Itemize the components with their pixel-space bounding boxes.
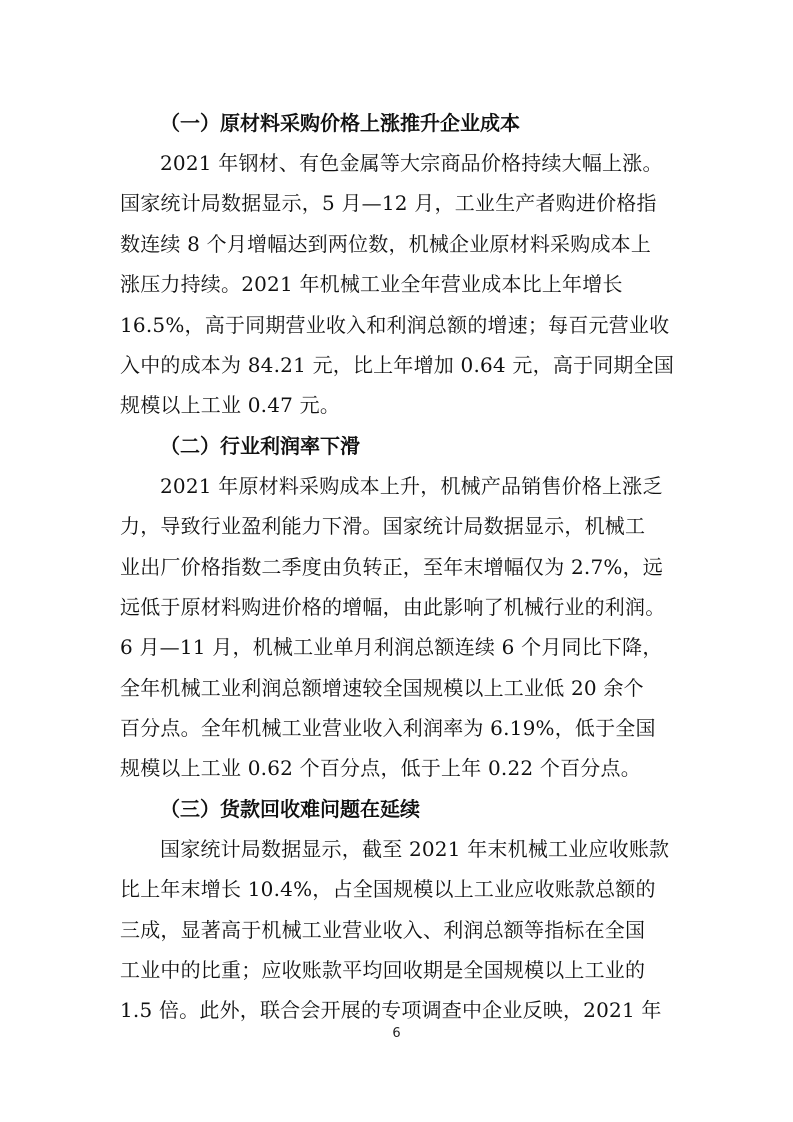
section-profit-margin bbox=[120, 426, 685, 789]
paragraph-line: 规模以上工业 0.62 个百分点，低于上年 0.22 个百分点。 bbox=[120, 756, 641, 781]
paragraph-line: 力，导致行业盈利能力下滑。国家统计局数据显示，机械工 bbox=[120, 514, 646, 539]
section-heading: （一）原材料采购价格上涨推升企业成本 bbox=[160, 111, 520, 135]
paragraph-line: 规模以上工业 0.47 元。 bbox=[120, 393, 341, 418]
paragraph-line: 国家统计局数据显示，截至 2021 年末机械工业应收账款 bbox=[160, 836, 670, 861]
paragraph-line: 2021 年钢材、有色金属等大宗商品价格持续大幅上涨。 bbox=[160, 151, 663, 175]
section-heading: （二）行业利润率下滑 bbox=[160, 433, 360, 458]
paragraph-line: 比上年末增长 10.4%，占全国规模以上工业应收账款总额的 bbox=[120, 877, 656, 902]
paragraph-line: 2021 年原材料采购成本上升，机械产品销售价格上涨乏 bbox=[160, 473, 663, 498]
section-receivables bbox=[120, 789, 685, 1031]
paragraph-line: 16.5%，高于同期营业收入和利润总额的增速；每百元营业收 bbox=[120, 312, 670, 337]
paragraph-line: 全年机械工业利润总额增速较全国规模以上工业低 20 余个 bbox=[120, 675, 644, 700]
paragraph-line: 入中的成本为 84.21 元，比上年增加 0.64 元，高于同期全国 bbox=[120, 352, 675, 377]
paragraph-line: 国家统计局数据显示，5 月—12 月，工业生产者购进价格指 bbox=[120, 191, 657, 216]
paragraph-line: 远低于原材料购进价格的增幅，由此影响了机械行业的利润。 bbox=[120, 594, 666, 619]
paragraph-line: 业出厂价格指数二季度由负转正，至年末增幅仅为 2.7%，远 bbox=[120, 554, 663, 579]
document-body bbox=[120, 103, 685, 1031]
paragraph-line: 数连续 8 个月增幅达到两位数，机械企业原材料采购成本上 bbox=[120, 231, 652, 256]
section-raw-material-costs bbox=[120, 103, 685, 426]
paragraph-line: 1.5 倍。此外，联合会开展的专项调查中企业反映，2021 年 bbox=[120, 998, 662, 1023]
paragraph-line: 百分点。全年机械工业营业收入利润率为 6.19%，低于全国 bbox=[120, 716, 656, 741]
page-number: 6 bbox=[392, 1026, 401, 1041]
paragraph-line: 三成，显著高于机械工业营业收入、利润总额等指标在全国 bbox=[120, 917, 646, 942]
paragraph-line: 工业中的比重；应收账款平均回收期是全国规模以上工业的 bbox=[120, 958, 646, 983]
paragraph-line: 6 月—11 月，机械工业单月利润总额连续 6 个月同比下降， bbox=[120, 635, 663, 660]
paragraph-line: 涨压力持续。2021 年机械工业全年营业成本比上年增长 bbox=[120, 272, 623, 297]
section-heading: （三）货款回收难问题在延续 bbox=[160, 796, 420, 821]
